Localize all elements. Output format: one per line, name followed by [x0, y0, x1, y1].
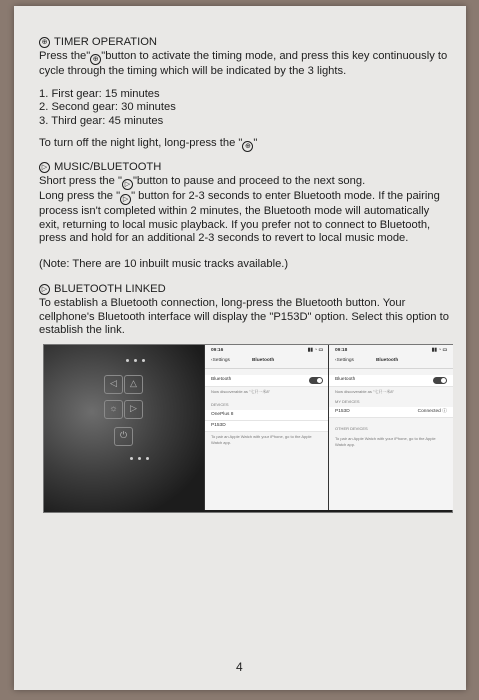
timer-icon: ⊕: [39, 37, 50, 48]
music-short-press: [39, 175, 451, 190]
discoverable-text: Now discoverable as "七只一米8": [335, 388, 395, 394]
timer-heading: [39, 36, 451, 49]
my-devices-label: MY DEVICES: [335, 398, 360, 404]
device-row: [205, 421, 329, 432]
music-line1-start: Short press the ": [39, 175, 122, 188]
status-bar: [205, 345, 329, 354]
music-line1-end: "button to pause and proceed to the next song.: [132, 175, 366, 188]
night-light-instruction: [39, 137, 451, 152]
play-inline-icon: ▷: [120, 194, 131, 205]
gear-item: 1. First gear: 15 minutes: [39, 87, 160, 100]
discoverable-text: Now discoverable as "七只一米8": [211, 388, 271, 394]
gear-list: [39, 88, 451, 128]
speaker-dot: [146, 457, 149, 460]
device-name: P153D: [211, 422, 226, 428]
bluetooth-toggle: [309, 377, 323, 384]
bluetooth-figure: [43, 344, 453, 513]
other-devices-label: OTHER DEVICES: [335, 425, 368, 431]
speaker-dot: [138, 457, 141, 460]
back-icon: ‹: [335, 357, 337, 363]
music-long-press: [39, 190, 451, 245]
night-light-text: To turn off the night light, long-press the ": [39, 137, 243, 150]
device-light-icon: ☼: [104, 400, 123, 419]
status-time: 09:16: [211, 347, 224, 353]
bluetooth-title: BLUETOOTH LINKED: [54, 283, 166, 296]
phone-screen-before: [204, 345, 329, 510]
device-power-icon: ⏻: [114, 427, 133, 446]
watch-footer: To pair an Apple Watch with your iPhone, go to the Apple Watch app.: [335, 435, 436, 447]
music-heading: [39, 161, 451, 174]
timer-desc-start: Press the": [39, 50, 91, 63]
device-row: [329, 407, 453, 418]
back-icon: ‹: [211, 357, 213, 363]
night-light-quote: ": [253, 137, 258, 150]
page-number: 4: [236, 660, 243, 674]
status-bar: [329, 345, 453, 354]
info-icon: ⓘ: [442, 408, 447, 414]
toggle-label: Bluetooth: [211, 377, 232, 383]
back-label: Settings: [336, 357, 354, 363]
connected-label: Connected: [417, 408, 441, 414]
device-row: [205, 410, 329, 421]
device-play-icon: ▷: [124, 400, 143, 419]
timer-title: TIMER OPERATION: [54, 36, 157, 48]
bluetooth-toggle-row: [329, 375, 453, 387]
music-line2-start: Long press the ": [39, 190, 121, 203]
nav-bar: [329, 354, 453, 369]
play-icon: ▷: [39, 162, 50, 173]
devices-section-label: DEVICES: [211, 401, 229, 407]
nav-title: Bluetooth: [375, 357, 399, 363]
timer-desc-end: "button to activate the timing mode, and press this key continuously to cycle through the timing which will be indicated by the 3 lights.: [39, 50, 448, 78]
page-content: [39, 36, 451, 513]
device-name: OnePlus 8: [211, 411, 234, 417]
indicator-light: [142, 359, 145, 362]
music-title: MUSIC/BLUETOOTH: [54, 161, 162, 174]
back-label: Settings: [212, 357, 230, 363]
nav-title: Bluetooth: [251, 357, 275, 363]
device-photo: [44, 345, 204, 512]
music-note: (Note: There are 10 inbuilt music tracks available.): [39, 257, 289, 270]
status-icons: ▮▮ ◔ ▭: [431, 347, 447, 353]
nav-bar: [205, 354, 329, 369]
timer-description: [39, 50, 451, 78]
device-name: P153D: [335, 408, 350, 414]
gear-item: 2. Second gear: 30 minutes: [39, 101, 176, 114]
status-icons: ▮▮ ◔ ▭: [307, 347, 323, 353]
speaker-dot: [130, 457, 133, 460]
device-volume-down-icon: ◁: [104, 375, 123, 394]
connection-status: [418, 409, 447, 415]
bluetooth-heading: [39, 283, 451, 296]
music-line2-end: " button for 2-3 seconds to enter Bluetooth mode. If the pairing process isn't completed within 2 minutes, the Bluetooth mode will automatically exit, returning to local music playback. If you prefer not to connect to Bluetooth, press and hold for an additional 2-3 seconds to revert to local music mode.: [39, 190, 440, 245]
play-inline-icon: ▷: [122, 179, 133, 190]
bluetooth-toggle-row: [205, 375, 329, 387]
timer-inline-icon: ⊕: [90, 54, 101, 65]
watch-footer: To pair an Apple Watch with your iPhone, go to the Apple Watch app.: [211, 433, 312, 445]
indicator-light: [126, 359, 129, 362]
bluetooth-icon: ▷: [39, 284, 50, 295]
night-light-icon: ⊕: [242, 141, 253, 152]
bluetooth-toggle: [433, 377, 447, 384]
device-volume-up-icon: △: [124, 375, 143, 394]
indicator-light: [134, 359, 137, 362]
status-time: 09:18: [335, 347, 348, 353]
gear-item: 3. Third gear: 45 minutes: [39, 114, 164, 127]
bluetooth-description: To establish a Bluetooth connection, long-press the Bluetooth button. Your cellphone's Bluetooth interface will display the "P153D" option. Select this option to establish the link.: [39, 297, 449, 337]
phone-screen-after: [328, 345, 453, 510]
toggle-label: Bluetooth: [335, 377, 356, 383]
